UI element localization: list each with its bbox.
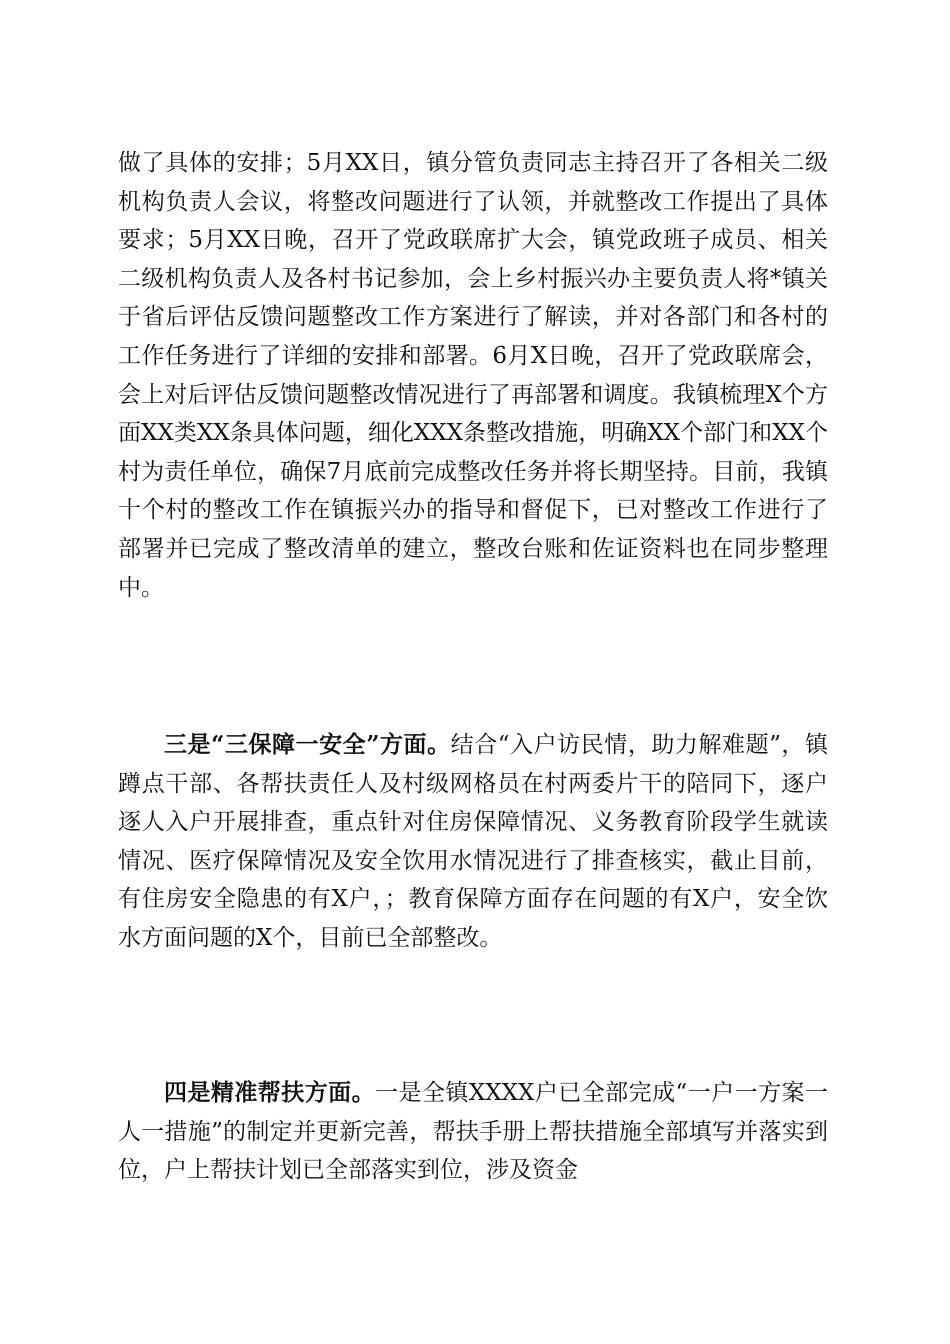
paragraph-body: [118, 726, 828, 958]
paragraph-text: 一是全镇XXXX户已全部完成“一户一方案一人一措施”的制定并更新完善，帮扶手册上帮扶措施全部填写并落实到位，户上帮扶计划已全部落实到位，涉及资金: [118, 1080, 828, 1184]
paragraph-text: 结合“入户访民情，助力解难题”，镇蹲点干部、各帮扶责任人及村级网格员在村两委片干的陪同下，逐户逐人入户开展排查，重点针对住房保障情况、义务教育阶段学生就读情况、医疗保障情况及安全饮用水情况进行了排查核实，截止目前，有住房安全隐患的有X户，；教育保障方面存在问题的有X户，安全饮水方面问题的X个，目前已全部整改。: [118, 732, 828, 951]
paragraph-body: [118, 1074, 828, 1190]
paragraph-text: 做了具体的安排；5月XX日，镇分管负责同志主持召开了各相关二级机构负责人会议，将整改问题进行了认领，并就整改工作提出了具体要求；5月XX日晚，召开了党政联席扩大会，镇党政班子成员、相关二级机构负责人及各村书记参加，会上乡村振兴办主要负责人将*镇关于省后评估反馈问题整改工作方案进行了解读，并对各部门和各村的工作任务进行了详细的安排和部署。6月X日晚，召开了党政联席会，会上对后评估反馈问题整改情况进行了再部署和调度。我镇梳理X个方面XX类XX条具体问题，细化XXX条整改措施，明确XX个部门和XX个村为责任单位，确保7月底前完成整改任务并将长期坚持。目前，我镇十个村的整改工作在镇振兴办的指导和督促下，已对整改工作进行了部署并已完成了整改清单的建立，整改台账和佐证资料也在同步整理中。: [118, 150, 828, 601]
paragraph-lead-heading: 三是“三保障一安全”方面。: [164, 731, 451, 758]
paragraph-three-guarantees: [118, 726, 828, 958]
paragraph-continuation: [118, 144, 828, 607]
paragraph-lead-heading: 四是精准帮扶方面。: [164, 1079, 376, 1106]
paragraph-precise-assistance: [118, 1074, 828, 1190]
